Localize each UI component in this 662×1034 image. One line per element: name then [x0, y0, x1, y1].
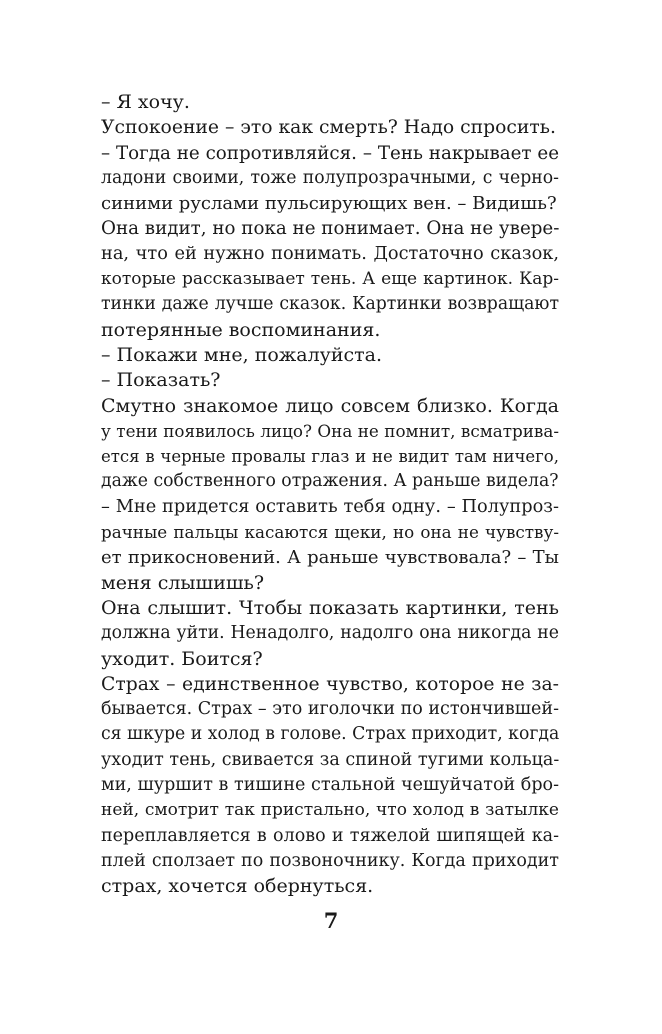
paragraph	[101, 495, 559, 596]
text-line: даже собственного отражения. А раньше видела?	[101, 471, 559, 492]
text-line: бывается. Страх – это иголочки по истончившей-	[101, 699, 559, 720]
paragraph	[101, 141, 559, 217]
text-line: тинки даже лучше сказок. Картинки возвращают	[101, 294, 559, 315]
text-line: ет прикосновений. А раньше чувствовала? – Ты	[101, 547, 559, 569]
text-line: потерянные воспоминания.	[101, 318, 381, 341]
paragraph	[101, 343, 559, 368]
text-line: – Показать?	[101, 369, 221, 392]
text-line: – Я хочу.	[101, 91, 190, 113]
text-line: Смутно знакомое лицо совсем близко. Когда	[101, 394, 559, 417]
text-line: уходит тень, свивается за спиной тугими кольца-	[101, 749, 560, 770]
text-line: Страх – единственное чувство, которое не за-	[101, 673, 559, 695]
text-line: ся шкуре и холод в голове. Страх приходит, когда	[101, 724, 560, 745]
text-line: Она видит, но пока не понимает. Она не увере-	[101, 218, 560, 240]
body-text	[101, 90, 559, 900]
paragraph	[101, 115, 559, 140]
text-line: ней, смотрит так пристально, что холод в затылке	[101, 800, 559, 821]
paragraph	[101, 216, 559, 342]
text-line: – Покажи мне, пожалуйста.	[101, 343, 383, 366]
paragraph	[101, 90, 559, 115]
text-line: страх, хочется обернуться.	[101, 875, 374, 898]
text-line: на, что ей нужно понимать. Достаточно сказок,	[101, 243, 559, 264]
text-line: Успокоение – это как смерть? Надо спросить.	[101, 117, 556, 139]
text-line: должна уйти. Ненадолго, надолго она никогда не	[101, 623, 559, 644]
paragraph	[101, 672, 559, 900]
text-line: которые рассказывает тень. А еще картинок. Кар-	[101, 269, 559, 290]
text-line: меня слышишь?	[101, 571, 265, 594]
text-line: рачные пальцы касаются щеки, но она не чувству-	[101, 522, 559, 543]
text-line: – Тогда не сопротивляйся. – Тень накрывает ее	[101, 142, 559, 164]
text-line: ми, шуршит в тишине стальной чешуйчатой бро-	[101, 775, 559, 796]
paragraph	[101, 596, 559, 672]
text-line: ладони своими, тоже полупрозрачными, с черно-	[101, 167, 559, 188]
text-line: переплавляется в олово и тяжелой шипящей ка-	[101, 825, 559, 846]
text-line: – Мне придется оставить тебя одну. – Полупроз-	[101, 496, 559, 517]
text-line: синими руслами пульсирующих вен. – Видишь?	[101, 193, 557, 215]
page-number: 7	[323, 908, 339, 933]
paragraph	[101, 368, 559, 393]
text-line: уходит. Боится?	[101, 647, 263, 670]
text-line: Она слышит. Чтобы показать картинки, тень	[101, 596, 559, 619]
text-line: у тени появилось лицо? Она не помнит, всматрива-	[101, 420, 559, 441]
text-line: ется в черные провалы глаз и не видит там ничего,	[101, 447, 559, 467]
text-line: плей сползает по позвоночнику. Когда приходит	[101, 850, 559, 871]
paragraph	[101, 394, 559, 495]
